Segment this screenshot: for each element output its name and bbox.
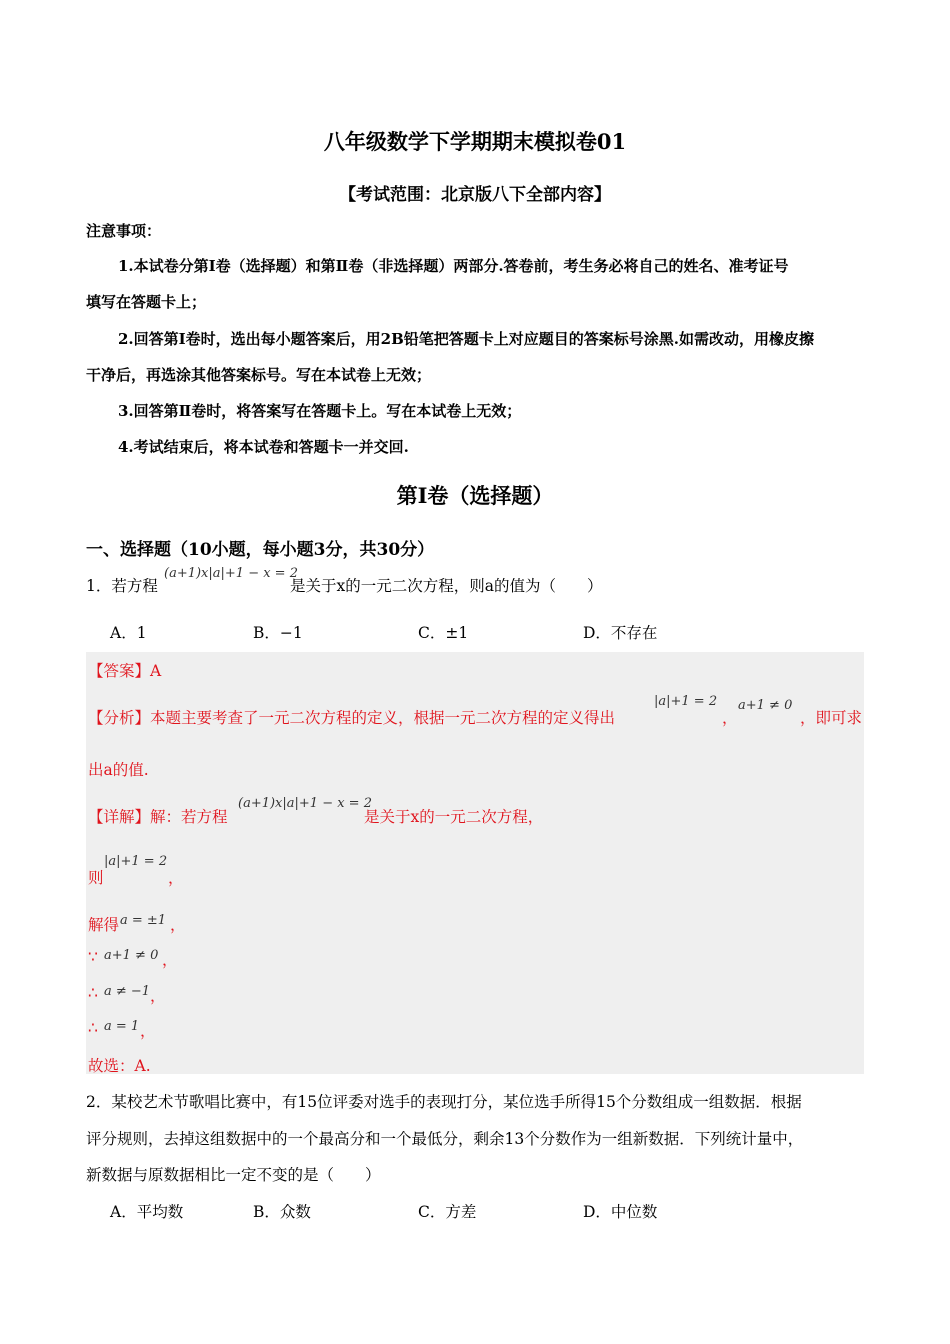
q1-option-a: A．1 (110, 624, 147, 642)
q2-line-2: 评分规则，去掉这组数据中的一个最高分和一个最低分，剩余13个分数作为一组新数据．下列统计量中， (86, 1130, 804, 1148)
q1-analysis-line-2: 出a的值. (88, 761, 149, 779)
q1-step-1-equation: |a|+1 = 2 (104, 854, 168, 869)
q1-step-1-suffix: ， (168, 869, 184, 887)
notice-item-1-line-1: 1.本试卷分第Ⅰ卷（选择题）和第Ⅱ卷（非选择题）两部分.答卷前，考生务必将自己的姓名、准考证号 (118, 257, 789, 275)
q1-detail-label: 【详解】 (88, 808, 151, 826)
q1-option-c: C．±1 (418, 624, 469, 642)
q1-analysis-comma: ， (722, 709, 738, 727)
q1-analysis-tail: ，即可求 (800, 709, 863, 727)
q1-step-2-equation: a = ±1 (120, 913, 167, 928)
notice-item-2-line-2: 干净后，再选涂其他答案标号。写在本试卷上无效； (86, 366, 432, 384)
q1-detail-equation: (a+1)x|a|+1 − x = 2 (238, 796, 372, 811)
q1-analysis-eq1: |a|+1 = 2 (654, 694, 718, 709)
q1-step-4-suffix: ， (150, 987, 166, 1005)
q1-step-2-suffix: ， (170, 916, 186, 934)
notice-heading: 注意事项： (86, 222, 162, 240)
notice-item-1-line-2: 填写在答题卡上； (86, 293, 207, 311)
q1-step-4-equation: a ≠ −1 (104, 984, 151, 999)
page-title: 八年级数学下学期期末模拟卷01 (323, 129, 627, 154)
q1-analysis-label: 【分析】 (88, 709, 151, 727)
q1-step-1-prefix: 则 (88, 869, 104, 887)
q2-option-b: B．众数 (253, 1203, 311, 1221)
q1-analysis-text: 本题主要考查了一元二次方程的定义，根据一元二次方程的定义得出 (150, 709, 616, 727)
q1-step-3-suffix: ， (162, 951, 178, 969)
q1-step-4-prefix: ∴ (88, 984, 98, 1002)
section-title: 第I卷（选择题） (396, 483, 554, 508)
notice-item-4: 4.考试结束后，将本试卷和答题卡一并交回. (118, 438, 409, 456)
q1-detail-text: 解：若方程 (150, 808, 228, 826)
notice-item-3: 3.回答第Ⅱ卷时，将答案写在答题卡上。写在本试卷上无效； (118, 402, 522, 420)
q1-step-5-equation: a = 1 (104, 1019, 140, 1034)
q2-line-1: 2．某校艺术节歌唱比赛中，有15位评委对选手的表现打分，某位选手所得15个分数组成一组数据．根据 (86, 1093, 802, 1111)
q1-equation: (a+1)x|a|+1 − x = 2 (164, 566, 298, 581)
q1-step-3-prefix: ∵ (88, 948, 98, 966)
exam-scope: 【考试范围：北京版八下全部内容】 (339, 185, 611, 205)
notice-item-2-line-1: 2.回答第Ⅰ卷时，选出每小题答案后，用2B铅笔把答题卡上对应题目的答案标号涂黑.如需改动，用橡皮擦 (118, 330, 815, 348)
q1-option-b: B．−1 (253, 624, 303, 642)
q1-prefix: 1．若方程 (86, 577, 158, 595)
q1-step-5-suffix: ， (140, 1022, 156, 1040)
q1-conclusion: 故选：A. (88, 1057, 151, 1075)
q2-option-a: A．平均数 (110, 1203, 184, 1221)
q1-suffix: 是关于x的一元二次方程，则a的值为（ ） (290, 577, 603, 595)
q1-analysis-eq2: a+1 ≠ 0 (738, 698, 793, 713)
q1-step-5-prefix: ∴ (88, 1019, 98, 1037)
part-heading: 一、选择题（10小题，每小题3分，共30分） (86, 540, 435, 560)
q1-option-d: D．不存在 (583, 624, 658, 642)
q1-answer: 【答案】A (88, 662, 162, 680)
q1-detail-tail: 是关于x的一元二次方程， (364, 808, 544, 826)
q1-step-2-prefix: 解得 (88, 916, 120, 934)
q1-step-3-equation: a+1 ≠ 0 (104, 948, 159, 963)
q2-option-c: C．方差 (418, 1203, 477, 1221)
q2-line-3: 新数据与原数据相比一定不变的是（ ） (86, 1166, 381, 1184)
q2-option-d: D．中位数 (583, 1203, 658, 1221)
